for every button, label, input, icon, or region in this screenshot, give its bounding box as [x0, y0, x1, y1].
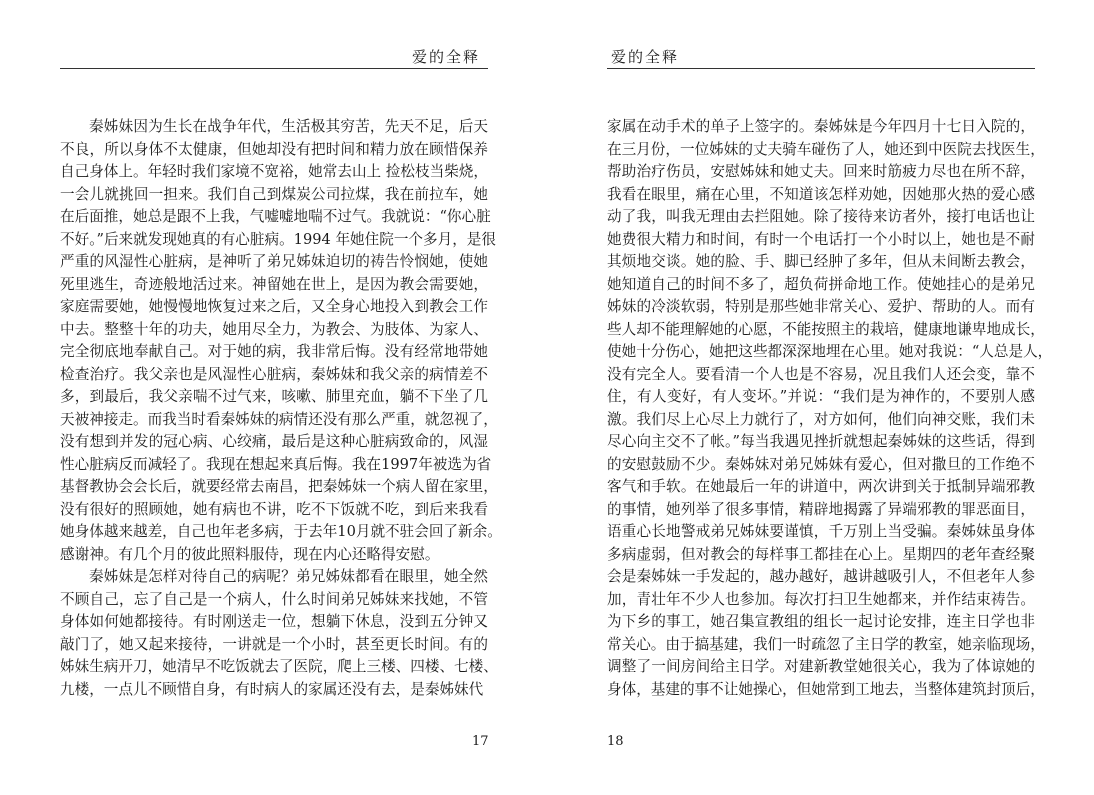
text-line: 尽心向主交不了帐。”每当我遇见挫折就想起秦姊妹的这些话，得到: [607, 433, 1035, 450]
text-line: 中去。整整十年的功夫，她用尽全力，为教会、为肢体、为家人、: [60, 320, 488, 338]
text-line: 多病虚弱，但对教会的每样事工都挂在心上。星期四的老年查经聚: [607, 545, 1035, 563]
left-page-number: 17: [472, 734, 489, 749]
text-line: 死里逃生，奇迹般地活过来。神留她在世上，是因为教会需要她，: [60, 275, 488, 293]
text-line: 客气和手软。在她最后一年的讲道中，两次讲到关于抵制异端邪教: [607, 478, 1035, 495]
left-header-rule: [60, 68, 488, 69]
text-line: 不好。”后来就发现她真的有心脏病。1994 年她住院一个多月，是很: [60, 230, 496, 248]
text-line: 在三月份，一位姊妹的丈夫骑车碰伤了人，她还到中医院去找医生，: [607, 140, 1045, 158]
left-page: [60, 0, 502, 795]
text-line: 调整了一间房间给主日学。对建新教堂她很关心，我为了体谅她的: [607, 658, 1035, 675]
text-line: 没有想到并发的冠心病、心绞痛，最后是这种心脏病致命的，风湿: [60, 433, 488, 450]
text-line: 天被神接走。而我当时看秦姊妹的病情还没有那么严重，就忽视了，: [60, 410, 498, 428]
right-page-header: 爱的全释: [611, 48, 680, 66]
text-line: 的安慰鼓励不少。秦姊妹对弟兄姊妹有爱心，但对撒旦的工作绝不: [607, 455, 1035, 473]
text-line: 我看在眼里，痛在心里，不知道该怎样劝她，因她那火热的爱心感: [607, 185, 1035, 203]
text-line: 家属在动手术的单子上签字的。秦姊妹是今年四月十七日入院的，: [607, 118, 1035, 135]
text-line: 激。我们尽上心尽上力就行了，对方如何，他们向神交账，我们未: [607, 410, 1035, 428]
text-line: 其烦地交谈。她的脸、手、脚已经肿了多年，但从未间断去教会，: [607, 253, 1035, 270]
text-line: 姊妹的冷淡软弱，特别是那些她非常关心、爱护、帮助的人。而有: [607, 298, 1035, 315]
text-line: 检查治疗。我父亲也是风湿性心脏病，秦姊妹和我父亲的病情差不: [60, 365, 488, 383]
text-line: 的事情，她列举了很多事情，精辟地揭露了异端邪教的罪恶面目，: [607, 500, 1035, 518]
text-line: 她费很大精力和时间，有时一个电话打一个小时以上，她也是不耐: [607, 230, 1035, 248]
text-line: 加，青壮年不少人也参加。每次打扫卫生她都来，并作结束祷告。: [607, 590, 1035, 608]
text-line: 性心脏病反而减轻了。我现在想起来真后悔。我在1997年被选为省: [60, 455, 492, 473]
right-page: [607, 0, 1053, 795]
text-line: 多，到最后，我父亲喘不过气来，咳嗽、肺里充血，躺不下坐了几: [60, 388, 488, 405]
text-line: 秦姊妹是怎样对待自己的病呢？弟兄姊妹都看在眼里，她全然: [89, 568, 488, 585]
text-line: 常关心。由于搞基建，我们一时疏忽了主日学的教室，她亲临现场，: [607, 635, 1045, 653]
text-line: 秦姊妹因为生长在战争年代，生活极其穷苦，先天不足，后天: [89, 118, 488, 135]
text-line: 没有很好的照顾她，她有病也不讲，吃不下饭就不吃，到后来我看: [60, 500, 488, 518]
text-line: 为下乡的事工，她召集宣教组的组长一起讨论安排，连主日学也非: [607, 613, 1035, 630]
text-line: 姊妹生病开刀，她清早不吃饭就去了医院，爬上三楼、四楼、七楼、: [60, 658, 498, 675]
text-line: 语重心长地警戒弟兄姊妹要谨慎，千万别上当受骗。秦姊妹虽身体: [607, 523, 1035, 540]
text-line: 些人却不能理解她的心愿，不能按照主的栽培，健康地谦卑地成长，: [607, 320, 1045, 338]
text-line: 动了我，叫我无理由去拦阻她。除了接待来访者外，接打电话也让: [607, 208, 1035, 225]
text-line: 不良，所以身体不太健康，但她却没有把时间和精力放在顾惜保养: [60, 140, 488, 158]
text-line: 家庭需要她，她慢慢地恢复过来之后，又全身心地投入到教会工作: [60, 298, 488, 315]
right-header-rule: [607, 68, 1035, 69]
text-line: 完全彻底地奉献自己。对于她的病，我非常后悔。没有经常地带她: [60, 343, 488, 360]
text-line: 身体如何她都接待。有时刚送走一位，想躺下休息，没到五分钟又: [60, 613, 488, 630]
text-line: 敲门了，她又起来接待，一讲就是一个小时，甚至更长时间。有的: [60, 635, 488, 653]
text-line: 不顾自己，忘了自己是一个病人，什么时间弟兄姊妹来找她，不管: [60, 590, 488, 608]
text-line: 自己身体上。年轻时我们家境不宽裕，她常去山上 捡松枝当柴烧，: [60, 163, 488, 180]
left-page-body: [60, 116, 502, 701]
text-line: 她身体越来越差，自己也年老多病，于去年10月就不驻会回了新余。: [60, 523, 502, 540]
left-page-header: 爱的全释: [411, 48, 480, 66]
text-line: 住，有人变好，有人变坏。”并说：“我们是为神作的，不要别人感: [607, 388, 1035, 405]
text-line: 帮助治疗伤员，安慰姊妹和她丈夫。回来时筋疲力尽也在所不辞，: [607, 163, 1035, 180]
right-page-number: 18: [607, 734, 624, 749]
text-line: 身体，基建的事不让她操心，但她常到工地去，当整体建筑封顶后，: [607, 680, 1045, 698]
text-line: 她知道自己的时间不多了，超负荷拼命地工作。使她挂心的是弟兄: [607, 275, 1035, 293]
text-line: 没有完全人。要看清一个人也是不容易，况且我们人还会变，靠不: [607, 365, 1035, 383]
right-page-body: [607, 116, 1053, 701]
text-line: 九楼，一点儿不顾惜自身，有时病人的家属还没有去，是秦姊妹代: [60, 680, 484, 698]
text-line: 在后面推，她总是跟不上我，气嘘嘘地喘不过气。我就说：“你心脏: [60, 208, 491, 225]
text-line: 使她十分伤心，她把这些都深深地埋在心里。她对我说：“人总是人，: [607, 343, 1053, 360]
text-line: 一会儿就挑回一担来。我们自己到煤炭公司拉煤，我在前拉车，她: [60, 185, 488, 203]
text-line: 会是秦姊妹一手发起的，越办越好，越讲越吸引人，不但老年人参: [607, 568, 1035, 585]
text-line: 严重的风湿性心脏病，是神听了弟兄姊妹迫切的祷告怜悯她，使她: [60, 253, 488, 270]
text-line: 基督教协会会长后，就要经常去南昌，把秦姊妹一个病人留在家里，: [60, 478, 498, 495]
text-line: 感谢神。有几个月的彼此照料服侍，现在内心还略得安慰。: [60, 545, 440, 563]
